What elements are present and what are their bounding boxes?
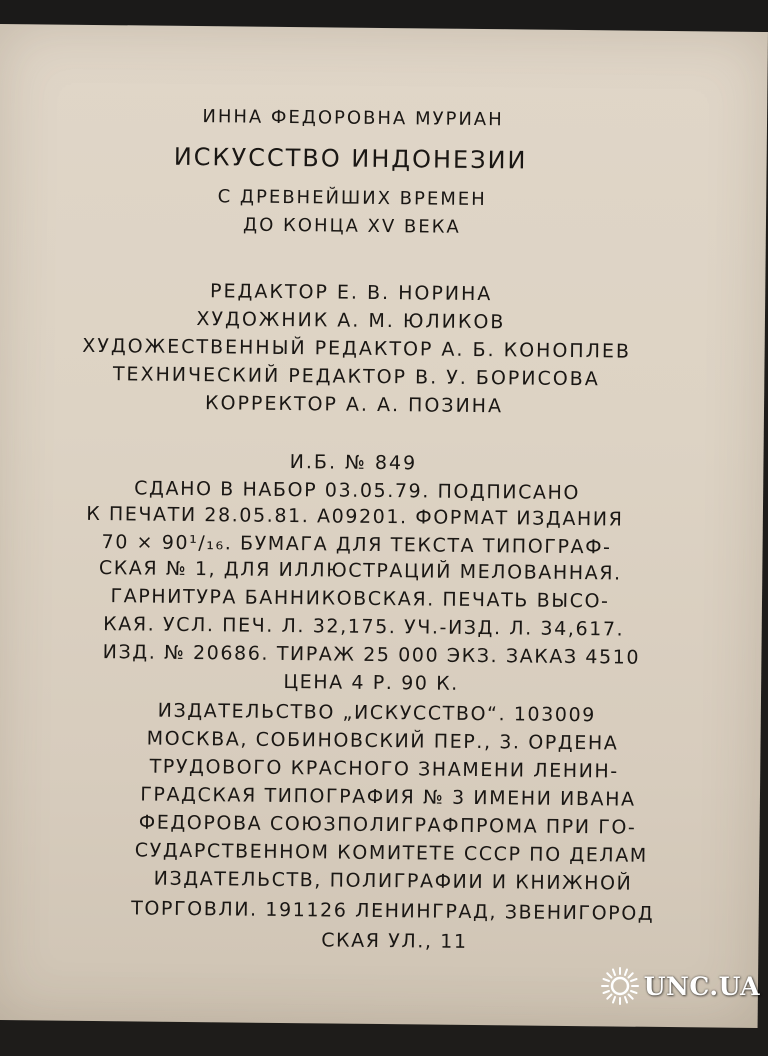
book-page — [0, 24, 768, 1028]
credit-editor: РЕДАКТОР Е. В. НОРИНА — [209, 280, 493, 306]
author-name: ИННА ФЕДОРОВНА МУРИАН — [202, 106, 504, 131]
imprint-line: МОСКВА, СОБИНОВСКИЙ ПЕР., 3. ОРДЕНА — [146, 727, 619, 755]
book-subtitle-line-2: ДО КОНЦА XV ВЕКА — [243, 214, 461, 238]
imprint-price: ЦЕНА 4 Р. 90 К. — [283, 670, 460, 695]
credit-technical-editor: ТЕХНИЧЕСКИЙ РЕДАКТОР В. У. БОРИСОВА — [112, 363, 600, 391]
credit-art-editor: ХУДОЖЕСТВЕННЫЙ РЕДАКТОР А. Б. КОНОПЛЕВ — [82, 334, 632, 363]
colophon-text — [0, 24, 768, 1056]
imprint-line: КАЯ. УСЛ. ПЕЧ. Л. 32,175. УЧ.-ИЗД. Л. 34,617. — [103, 613, 625, 641]
credit-artist: ХУДОЖНИК А. М. ЮЛИКОВ — [196, 308, 506, 334]
imprint-line: ТРУДОВОГО КРАСНОГО ЗНАМЕНИ ЛЕНИН- — [149, 755, 619, 783]
imprint-line: СДАНО В НАБОР 03.05.79. ПОДПИСАНО — [134, 477, 581, 505]
imprint-line: СУДАРСТВЕННОМ КОМИТЕТЕ СССР ПО ДЕЛАМ — [134, 839, 648, 867]
imprint-line: ГАРНИТУРА БАННИКОВСКАЯ. ПЕЧАТЬ ВЫСО- — [110, 585, 610, 613]
imprint-line: 70 × 90¹/₁₆. БУМАГА ДЛЯ ТЕКСТА ТИПОГРАФ- — [101, 531, 612, 559]
imprint-line: К ПЕЧАТИ 28.05.81. А09201. ФОРМАТ ИЗДАНИЯ — [86, 502, 624, 531]
imprint-line: ИЗД. № 20686. ТИРАЖ 25 000 ЭКЗ. ЗАКАЗ 4510 — [102, 641, 641, 669]
imprint-line: И.Б. № 849 — [289, 451, 418, 475]
imprint-line: СКАЯ № 1, ДЛЯ ИЛЛЮСТРАЦИЙ МЕЛОВАННАЯ. — [98, 557, 622, 585]
credit-proofreader: КОРРЕКТОР А. А. ПОЗИНА — [204, 392, 504, 418]
imprint-line: ТОРГОВЛИ. 191126 ЛЕНИНГРАД, ЗВЕНИГОРОД — [131, 897, 655, 925]
imprint-line: СКАЯ УЛ., 11 — [321, 929, 468, 953]
watermark-text: UNC.UA — [643, 971, 760, 1001]
book-subtitle-line-1: С ДРЕВНЕЙШИХ ВРЕМЕН — [217, 186, 487, 211]
coin-sunburst-icon — [600, 966, 640, 1006]
watermark — [600, 964, 760, 1008]
imprint-line: ГРАДСКАЯ ТИПОГРАФИЯ № 3 ИМЕНИ ИВАНА — [140, 783, 636, 811]
book-title: ИСКУССТВО ИНДОНЕЗИИ — [173, 142, 528, 175]
imprint-line: ФЕДОРОВА СОЮЗПОЛИГРАФПРОМА ПРИ ГО- — [138, 811, 637, 839]
imprint-line: ИЗДАТЕЛЬСТВО „ИСКУССТВО“. 103009 — [157, 699, 597, 727]
imprint-line: ИЗДАТЕЛЬСТВ, ПОЛИГРАФИИ И КНИЖНОЙ — [153, 867, 633, 895]
